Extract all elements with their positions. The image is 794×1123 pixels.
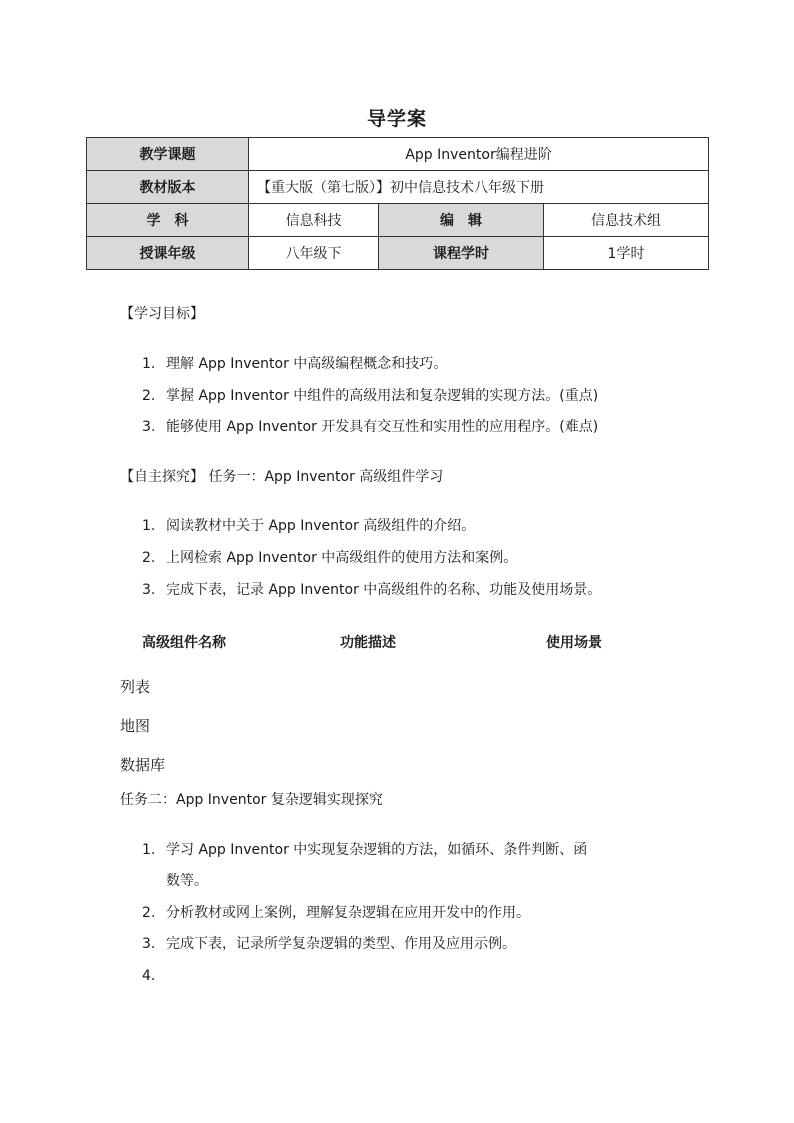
task2-heading: 任务二：App Inventor 复杂逻辑实现探究 <box>120 792 383 808</box>
component-row-map: 地图 <box>120 717 151 735</box>
grade-label: 授课年级 <box>87 237 249 270</box>
editor-value: 信息技术组 <box>544 204 709 237</box>
column-header-function: 功能描述 <box>340 635 396 651</box>
item-text: 掌握 App Inventor 中组件的高级用法和复杂逻辑的实现方法。(重点) <box>166 388 599 404</box>
table-row <box>87 171 709 204</box>
subject-label: 学 科 <box>87 204 249 237</box>
item-text: 完成下表，记录 App Inventor 中高级组件的名称、功能及使用场景。 <box>166 582 602 598</box>
grade-value: 八年级下 <box>249 237 379 270</box>
list-item <box>142 516 475 536</box>
table-row <box>87 237 709 270</box>
item-text: 阅读教材中关于 App Inventor 高级组件的介绍。 <box>166 518 476 534</box>
item-text: 学习 App Inventor 中实现复杂逻辑的方法，如循环、条件判断、函 <box>166 842 588 858</box>
hours-label: 课程学时 <box>379 237 544 270</box>
item-number: 1. <box>142 842 156 858</box>
lesson-info-table <box>86 137 709 270</box>
edition-label: 教材版本 <box>87 171 249 204</box>
list-item <box>142 580 601 600</box>
item-number: 3. <box>142 582 156 598</box>
item-text: 完成下表，记录所学复杂逻辑的类型、作用及应用示例。 <box>166 936 516 952</box>
item-number: 2. <box>142 550 156 566</box>
editor-label: 编 辑 <box>379 204 544 237</box>
topic-value: App Inventor编程进阶 <box>249 138 709 171</box>
edition-value: 【重大版（第七版）】初中信息技术八年级下册 <box>249 171 709 204</box>
list-item <box>142 840 587 860</box>
column-header-usage: 使用场景 <box>546 635 602 651</box>
item-number: 1. <box>142 356 156 372</box>
subject-value: 信息科技 <box>249 204 379 237</box>
list-item <box>142 417 598 437</box>
item-number: 4. <box>142 968 156 984</box>
page-title: 导学案 <box>366 108 427 130</box>
item-text: 分析教材或网上案例，理解复杂逻辑在应用开发中的作用。 <box>166 905 530 921</box>
list-item <box>142 934 516 954</box>
list-item <box>142 903 530 923</box>
column-header-component-name: 高级组件名称 <box>142 635 226 651</box>
table-row <box>87 204 709 237</box>
item-number: 3. <box>142 419 156 435</box>
item-text: 能够使用 App Inventor 开发具有交互性和实用性的应用程序。(难点) <box>166 419 599 435</box>
list-item <box>142 354 447 374</box>
item-number: 2. <box>142 388 156 404</box>
item-number: 3. <box>142 936 156 952</box>
objectives-heading: 【学习目标】 <box>120 306 204 322</box>
item-text: 理解 App Inventor 中高级编程概念和技巧。 <box>166 356 448 372</box>
component-row-list: 列表 <box>120 678 151 696</box>
item-number: 1. <box>142 518 156 534</box>
hours-value: 1学时 <box>544 237 709 270</box>
item-text: 上网检索 App Inventor 中高级组件的使用方法和案例。 <box>166 550 518 566</box>
component-row-database: 数据库 <box>120 756 166 774</box>
explore-heading: 【自主探究】 任务一：App Inventor 高级组件学习 <box>120 469 444 485</box>
table-row <box>87 138 709 171</box>
list-item <box>142 386 598 406</box>
item-number: 2. <box>142 905 156 921</box>
list-item <box>142 966 166 986</box>
list-item <box>142 548 517 568</box>
item-text-continuation: 数等。 <box>166 873 208 889</box>
topic-label: 教学课题 <box>87 138 249 171</box>
